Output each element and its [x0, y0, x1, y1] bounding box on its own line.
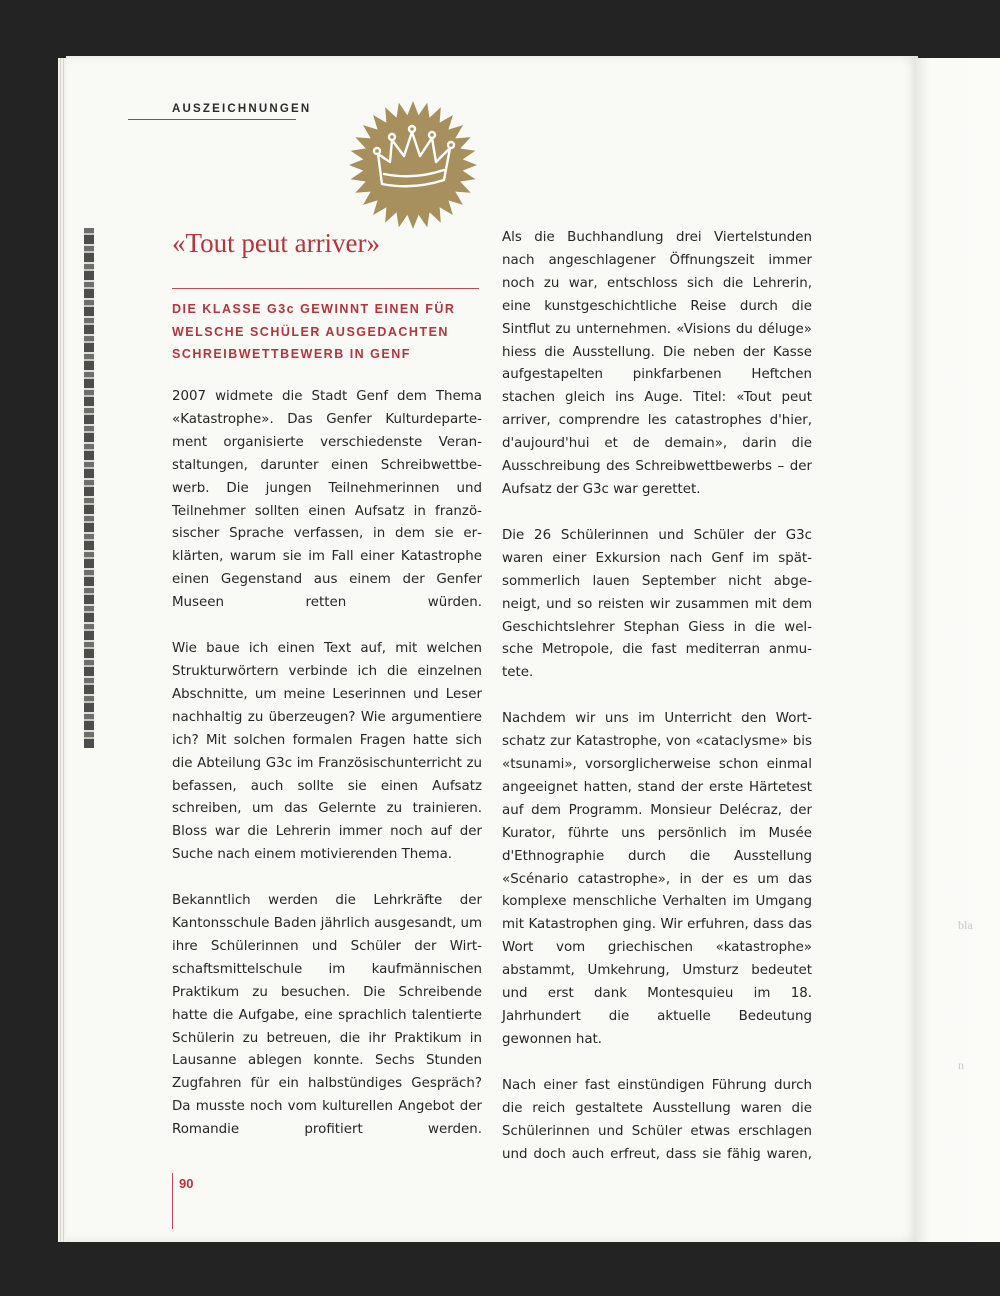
body-paragraph: 2007 widmete die Stadt Genf dem Thema «Katastrophe». Das Genfer Kulturdepartement organisierte verschiedenste Veranstaltungen, darunter einen Schreibwettbewerb. Die jungen Teilnehmerinnen und Teilnehmer sollten einen Aufsatz in französischer Sprache verfassen, in dem sie erklärten, warum sie im Fall einer Katastrophe einen Gegenstand aus einem der Genfer Museen retten würden.: [172, 389, 482, 611]
text-column-right: [502, 227, 812, 1189]
body-paragraph: Als die Buchhandlung drei Viertelstunden nach angeschlagener Öffnungszeit immer noch zu war, entschloss sich die Lehrerin, eine kunstgeschichtliche Reise durch die Sintflut zu unternehmen. «Visions du déluge» hiess die Ausstellung. Die neben der Kasse aufgestapelten pinkfarbenen Heftchen stachen gleich ins Auge. Titel: «Tout peut arriver, comprendre les catastrophes d'hier, d'aujourd'hui et de demain», darin die Ausschreibung des Schreibwettbewerbs – der Aufsatz der G3c war gerettet.: [502, 230, 812, 497]
bleed-through-text: bla: [958, 918, 973, 932]
body-paragraph: Bekanntlich werden die Lehrkräfte der Kantonsschule Baden jährlich ausgesandt, um ihre Schülerinnen und Schüler der Wirtschaftsmittelschule im kaufmännischen Praktikum zu besuchen. Die Schreibende hatte die Aufgabe, eine sprachlich talentierte Schülerin zu betreuen, die ihr Praktikum in Lausanne ablegen konnte. Sechs Stunden Zugfahren für ein halbstündiges Gespräch? Da musste noch vom kulturellen Angebot der Romandie profitiert werden.: [172, 893, 482, 1138]
title-rule: [172, 288, 479, 289]
page-number: 90: [179, 1176, 194, 1191]
section-label: AUSZEICHNUNGEN: [172, 103, 312, 115]
text-column-left: [172, 386, 482, 1165]
body-paragraph: Wie baue ich einen Text auf, mit welchen Strukturwörtern verbinde ich die einzelnen Abschnitte, um meine Leserinnen und Leser nachhaltig zu überzeugen? Wie argumentiere ich? Mit solchen formalen Fragen hatte sich die Abteilung G3c im Französischunterricht zu befassen, auch sollte sie einen Aufsatz schreiben, um das Gelernte zu trainieren. Bloss war die Lehrerin immer noch auf der Suche nach einem motivierenden Thema.: [172, 641, 482, 863]
article-headline: «Tout peut arriver»: [172, 228, 381, 258]
folio-rule: [172, 1173, 173, 1229]
body-paragraph: Nachdem wir uns im Unterricht den Wortschatz zur Katastrophe, von «cataclysme» bis «tsunami», vorsorglicherweise schon einmal angeeignet hatten, stand der erste Härtetest auf dem Programm. Monsieur Delécraz, der Kurator, führte uns persönlich im Musée d'Ethnographie durch die Ausstellung «Scénario catastrophe», in der es um das komplexe menschliche Verhalten im Umgang mit Katastrophen ging. Wir erfuhren, dass das Wort vom griechischen «katastrophe» abstammt, Umkehrung, Umsturz bedeutet und erst dank Montesquieu im 18. Jahrhundert die aktuelle Bedeutung gewonnen hat.: [502, 711, 812, 1047]
article-subheading: DIE KLASSE G3c GEWINNT EINEN FÜR WELSCHE SCHÜLER AUSGEDACHTEN SCHREIBWETTBEWERB IN GENF: [172, 302, 456, 361]
header-rule: [128, 119, 296, 120]
bleed-through-text: n: [958, 1058, 964, 1072]
binding-strip: [84, 228, 94, 748]
body-paragraph: Nach einer fast einstündigen Führung durch die reich gestaltete Ausstellung waren die Schülerinnen und Schüler etwas erschlagen und doch auch erfreut, dass sie fähig waren,: [502, 1077, 812, 1162]
body-paragraph: Die 26 Schülerinnen und Schüler der G3c waren einer Exkursion nach Genf im spätsommerlich lauen September nicht abgeneigt, und so reisten wir zusammen mit dem Geschichtslehrer Stephan Giess in die welsche Metropole, die fast mediterran anmutete.: [502, 527, 812, 681]
crown-starburst-icon: [348, 100, 478, 230]
